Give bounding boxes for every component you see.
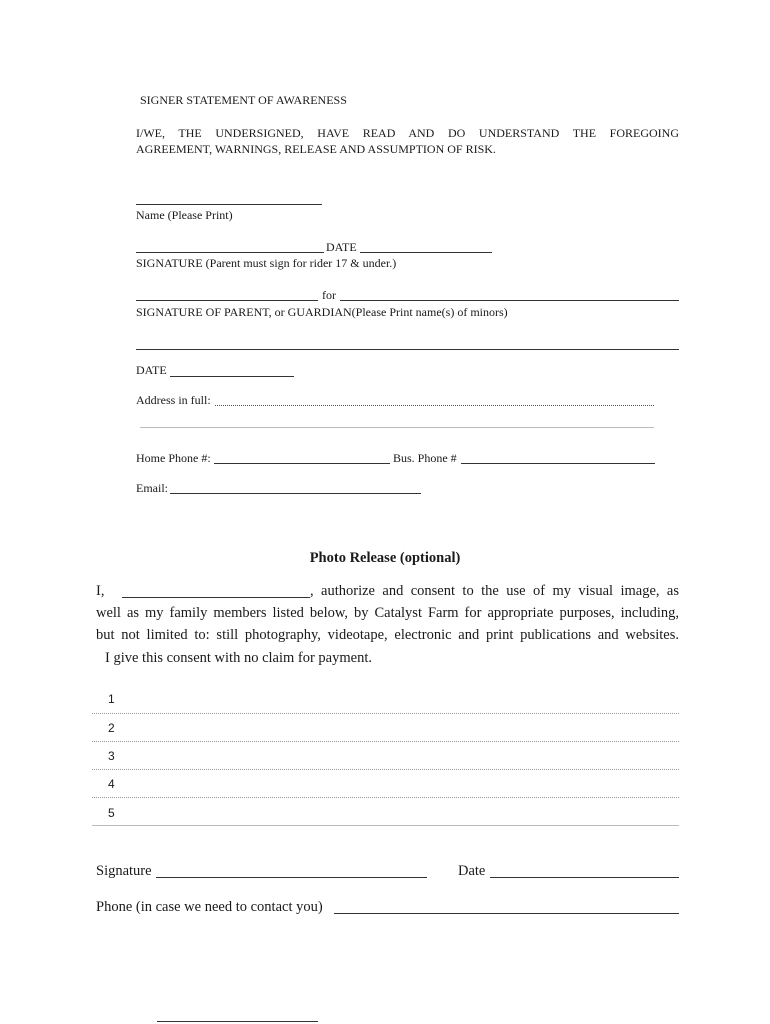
photo-signature-label: Signature — [96, 863, 152, 879]
photo-release-line1: , authorize and consent to the use of my visual image, as — [310, 583, 679, 599]
awareness-heading: SIGNER STATEMENT OF AWARENESS — [140, 93, 347, 107]
date2-label: DATE — [136, 363, 167, 377]
member-field-3[interactable] — [92, 769, 679, 770]
date-field[interactable] — [360, 252, 492, 253]
email-field[interactable] — [170, 493, 421, 494]
photo-release-name-field[interactable] — [122, 597, 310, 598]
date-label: DATE — [326, 240, 357, 254]
photo-release-title: Photo Release (optional) — [309, 550, 461, 566]
address-field-2[interactable] — [140, 427, 654, 428]
member-number-3: 3 — [108, 749, 115, 763]
email-label: Email: — [136, 481, 168, 495]
awareness-statement-line1: I/WE, THE UNDERSIGNED, HAVE READ AND DO UNDERSTAND THE FOREGOING — [136, 126, 679, 140]
photo-release-i-label: I, — [96, 583, 105, 599]
photo-release-line4: I give this consent with no claim for payment. — [105, 650, 372, 666]
name-print-label: Name (Please Print) — [136, 208, 233, 222]
parent-signature-label: SIGNATURE OF PARENT, or GUARDIAN(Please Print name(s) of minors) — [136, 305, 508, 319]
bus-phone-field[interactable] — [461, 463, 655, 464]
home-phone-label: Home Phone #: — [136, 451, 211, 465]
parent-signature-field[interactable] — [136, 300, 318, 301]
member-number-4: 4 — [108, 777, 115, 791]
photo-phone-field[interactable] — [334, 913, 679, 914]
photo-release-line3: but not limited to: still photography, videotape, electronic and print publications and websites. — [96, 627, 679, 643]
date2-field[interactable] — [170, 376, 294, 377]
photo-phone-label: Phone (in case we need to contact you) — [96, 899, 323, 915]
member-number-5: 5 — [108, 806, 115, 820]
signature-label: SIGNATURE (Parent must sign for rider 17 & under.) — [136, 256, 397, 270]
address-field[interactable] — [215, 405, 654, 406]
minors-names-field[interactable] — [340, 300, 679, 301]
photo-date-label: Date — [458, 863, 486, 879]
for-label: for — [322, 288, 336, 302]
member-field-4[interactable] — [92, 797, 679, 798]
footer-line — [157, 1021, 318, 1022]
photo-date-field[interactable] — [490, 877, 679, 878]
name-print-field[interactable] — [136, 204, 322, 205]
photo-signature-field[interactable] — [156, 877, 427, 878]
photo-release-line2: well as my family members listed below, by Catalyst Farm for appropriate purposes, including, — [96, 605, 679, 621]
member-field-2[interactable] — [92, 741, 679, 742]
bus-phone-label: Bus. Phone # — [393, 451, 457, 465]
home-phone-field[interactable] — [214, 463, 390, 464]
address-label: Address in full: — [136, 393, 211, 407]
member-number-1: 1 — [108, 692, 115, 706]
awareness-statement-line2: AGREEMENT, WARNINGS, RELEASE AND ASSUMPTION OF RISK. — [136, 142, 496, 156]
member-field-1[interactable] — [92, 713, 679, 714]
member-number-2: 2 — [108, 721, 115, 735]
minors-names-field-2[interactable] — [136, 349, 679, 350]
signature-field[interactable] — [136, 252, 324, 253]
member-field-5[interactable] — [92, 825, 679, 826]
